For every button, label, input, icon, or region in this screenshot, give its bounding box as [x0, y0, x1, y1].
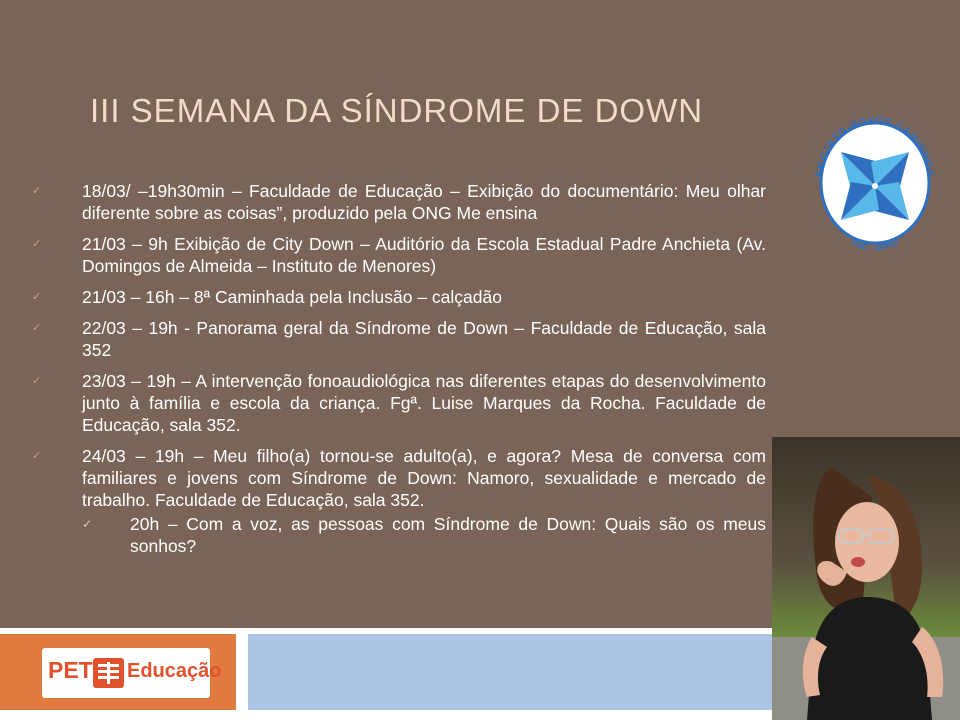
logo-ring-top-text: PROJETO NOVOS CAMINHOS [814, 114, 936, 178]
check-icon: ✓ [32, 291, 42, 303]
list-item [30, 286, 766, 308]
footer-blue-block [248, 634, 772, 710]
logo-ring-bottom-text: FaE - UFPel [850, 237, 900, 254]
list-item-text: 22/03 – 19h - Panorama geral da Síndrome de Down – Faculdade de Educação, sala 352 [82, 318, 766, 360]
page-title: III SEMANA DA SÍNDROME DE DOWN [90, 92, 704, 129]
check-icon: ✓ [32, 322, 42, 334]
sub-list-item-text: 20h – Com a voz, as pessoas com Síndrome de Down: Quais são os meus sonhos? [130, 514, 766, 556]
list-item-text: 24/03 – 19h – Meu filho(a) tornou-se adulto(a), e agora? Mesa de conversa com familiares e jovens com Síndrome de Down: Namoro, sexualidade e mercado de trabalho. Faculdade de Educação, sala 352. [82, 446, 766, 510]
check-icon: ✓ [32, 375, 42, 387]
list-item-text: 23/03 – 19h – A intervenção fonoaudiológica nas diferentes etapas do desenvolvimento junto à família e escola da criança. Fgª. Luise Marques da Rocha. Faculdade de Educação, sala 352. [82, 371, 766, 435]
pet-label: PET [48, 657, 93, 683]
pet-educacao-logo [42, 648, 222, 698]
check-icon: ✓ [32, 185, 42, 197]
projeto-novos-caminhos-logo [808, 108, 942, 258]
pinwheel-icon [841, 152, 909, 220]
agenda-list [30, 180, 766, 566]
list-item [30, 233, 766, 277]
list-item [30, 180, 766, 224]
check-icon: ✓ [82, 517, 93, 531]
check-icon: ✓ [32, 238, 42, 250]
list-item-text: 18/03/ –19h30min – Faculdade de Educação – Exibição do documentário: Meu olhar diferente sobre as coisas”, produzido pela ONG Me ensina [82, 181, 766, 223]
sub-list-item [82, 513, 766, 557]
list-item [30, 445, 766, 557]
sub-list [82, 513, 766, 557]
list-item-text: 21/03 – 9h Exibição de City Down – Auditório da Escola Estadual Padre Anchieta (Av. Domingos de Almeida – Instituto de Menores) [82, 234, 766, 276]
list-item [30, 317, 766, 361]
check-icon: ✓ [32, 450, 42, 462]
list-item [30, 370, 766, 436]
book-icon [93, 658, 124, 688]
list-item-text: 21/03 – 16h – 8ª Caminhada pela Inclusão – calçadão [82, 287, 502, 307]
educacao-label: Educação [127, 660, 222, 682]
girl-blowing-kiss-photo [772, 437, 960, 720]
